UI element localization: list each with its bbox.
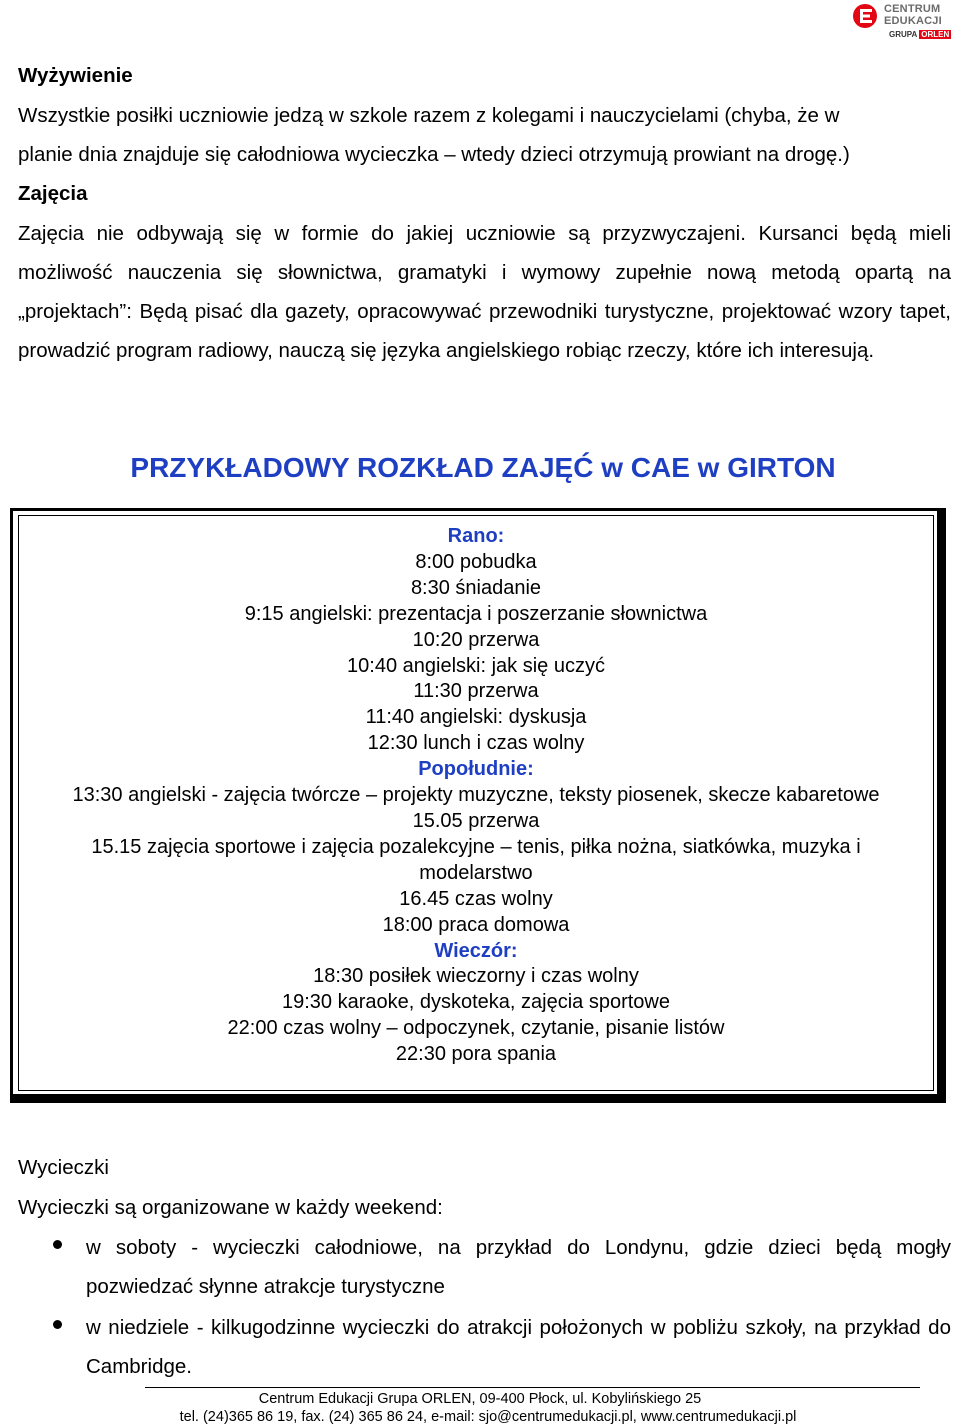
schedule-list (19, 524, 933, 1068)
wyzywienie-line-1: Wszystkie posiłki uczniowie jedzą w szkole razem z kolegami i nauczycielami (chyba, że w (18, 104, 840, 127)
schedule-section-header: Wieczór: (434, 939, 518, 962)
wyzywienie-line-2: planie dnia znajduje się całodniowa wycieczka – wtedy dzieci otrzymują prowiant na drogę.) (18, 143, 850, 166)
logo-line1: CENTRUM (884, 3, 941, 15)
schedule-section-header: Popołudnie: (418, 758, 534, 781)
list-item (0, 1308, 960, 1386)
schedule-box (10, 508, 946, 1103)
schedule-title: PRZYKŁADOWY ROZKŁAD ZAJĘĆ w CAE w GIRTON (130, 452, 836, 483)
schedule-entry: 15.15 zajęcia sportowe i zajęcia pozalekcyjne – tenis, piłka nożna, siatkówka, muzyka i modelarstwo (91, 835, 861, 884)
schedule-entry: 11:40 angielski: dyskusja (365, 706, 587, 729)
schedule-entry: 8:30 śniadanie (410, 576, 542, 599)
schedule-entry: 8:00 pobudka (415, 550, 537, 573)
schedule-entry: 11:30 przerwa (413, 680, 539, 703)
footer-contact: tel. (24)365 86 19, fax. (24) 365 86 24, e-mail: sjo@centrumedukacji.pl, www.centrumedukacji.pl (179, 1409, 797, 1425)
wycieczki-intro: Wycieczki są organizowane w każdy weekend: (18, 1196, 443, 1219)
logo-orlen: ORLEN (921, 30, 950, 39)
schedule-entry: 10:40 angielski: jak się uczyć (347, 654, 605, 677)
schedule-entry: 22:00 czas wolny – odpoczynek, czytanie, pisanie listów (227, 1017, 725, 1040)
logo-grupa-text: GRUPA (889, 30, 918, 39)
schedule-entry: 13:30 angielski - zajęcia twórcze – projekty muzyczne, teksty piosenek, skecze kabaretowe (72, 784, 880, 807)
schedule-entry: 9:15 angielski: prezentacja i poszerzanie słownictwa (244, 602, 708, 625)
wycieczki-bullet-list (0, 1228, 960, 1388)
heading-wycieczki: Wycieczki (18, 1156, 109, 1179)
heading-zajecia: Zajęcia (18, 182, 88, 205)
schedule-entry: 18:00 praca domowa (382, 913, 570, 936)
schedule-entry: 18:30 posiłek wieczorny i czas wolny (313, 965, 639, 988)
zajecia-paragraph: Zajęcia nie odbywają się w formie do jakiej uczniowie są przyzwyczajeni. Kursanci będą mieli możliwość nauczenia się słownictwa, gramatyki i wymowy zupełnie nową metodą opartą na „projektach”: Będą pisać dla gazety, opracowywać przewodniki turystyczne, projektować wzory tapet, prowadzić program radiowy, nauczą się języka angielskiego robiąc rzeczy, które ich interesują. (18, 222, 951, 362)
footer-address: Centrum Edukacji Grupa ORLEN, 09-400 Płock, ul. Kobylińskiego 25 (258, 1391, 702, 1407)
bullet-text: w niedziele - kilkugodzinne wycieczki do atrakcji położonych w pobliżu szkoły, na przykład do Cambridge. (86, 1316, 951, 1378)
bullet-text: w soboty - wycieczki całodniowe, na przykład do Londynu, gdzie dzieci będą mogły pozwiedzać słynne atrakcje turystyczne (86, 1236, 951, 1298)
schedule-entry: 15.05 przerwa (412, 809, 540, 832)
schedule-entry: 16.45 czas wolny (399, 887, 553, 910)
bullet-icon (53, 1320, 62, 1329)
list-item (0, 1228, 960, 1306)
schedule-section-header: Rano: (447, 525, 505, 547)
schedule-entry: 10:20 przerwa (412, 628, 540, 651)
bullet-icon (53, 1240, 62, 1249)
heading-wyzywienie: Wyżywienie (18, 64, 133, 87)
schedule-inner-frame (18, 515, 934, 1091)
schedule-entry: 12:30 lunch i czas wolny (367, 732, 585, 755)
schedule-entry: 22:30 pora spania (395, 1043, 557, 1066)
footer-divider (145, 1387, 920, 1388)
schedule-entry: 19:30 karaoke, dyskoteka, zajęcia sportowe (282, 991, 670, 1014)
logo-grupa (889, 30, 951, 39)
centrum-edukacji-logo (852, 2, 958, 42)
logo-line2: EDUKACJI (884, 15, 942, 27)
logo-e-icon (852, 2, 880, 30)
footer (0, 1390, 960, 1426)
